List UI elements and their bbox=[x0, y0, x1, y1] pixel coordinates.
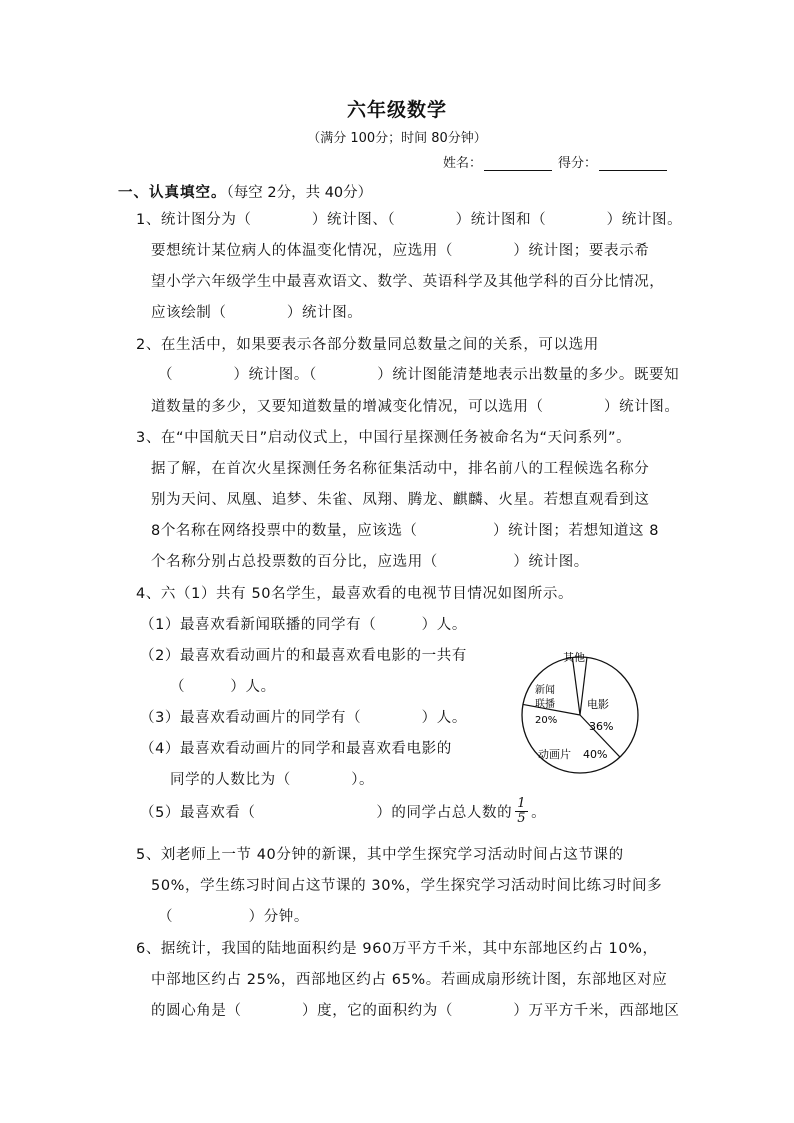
q4-sub-4b: 同学的人数比为（ ）。 bbox=[170, 772, 375, 788]
q1-line-4: 应该绘制（ ）统计图。 bbox=[151, 305, 363, 321]
q2-line-2: （ ）统计图。（ ）统计图能清楚地表示出数量的多少。既要知 bbox=[158, 367, 680, 383]
q3-line-5: 个名称分别占总投票数的百分比，应选用（ ）统计图。 bbox=[151, 554, 589, 570]
score-label: 得分： bbox=[558, 156, 598, 171]
section-title: 一、认真填空。 bbox=[118, 185, 227, 201]
section-note: （每空 2分，共 40分） bbox=[226, 185, 373, 201]
q4-sub-2b: （ ）人。 bbox=[170, 679, 276, 695]
section-heading bbox=[118, 181, 372, 202]
label-news-1: 新闻 bbox=[535, 685, 555, 696]
q2-line-1: 2、在生活中，如果要表示各部分数量同总数量之间的关系，可以选用 bbox=[136, 337, 599, 353]
fraction-denominator: 5 bbox=[517, 811, 527, 826]
label-film: 电影 bbox=[587, 698, 609, 711]
q4-sub-5-end: 。 bbox=[531, 805, 547, 821]
q4-sub-4a: （4）最喜欢看动画片的同学和最喜欢看电影的 bbox=[140, 741, 452, 757]
q1-line-1: 1、统计图分为（ ）统计图、（ ）统计图和（ ）统计图。 bbox=[136, 212, 683, 228]
fraction-numerator: 1 bbox=[517, 796, 527, 811]
q3-line-1: 3、在“中国航天日”启动仪式上，中国行星探测任务被命名为“天问系列”。 bbox=[136, 430, 632, 446]
q4-sub-3: （3）最喜欢看动画片的同学有（ ）人。 bbox=[140, 710, 467, 726]
pie-chart bbox=[505, 640, 655, 790]
q4-sub-2a: （2）最喜欢看动画片的和最喜欢看电影的一共有 bbox=[140, 648, 467, 664]
q3-line-2: 据了解，在首次火星探测任务名称征集活动中，排名前八的工程候选名称分 bbox=[151, 461, 650, 477]
q6-line-3: 的圆心角是（ ）度，它的面积约为（ ）万平方千米，西部地区 bbox=[151, 1003, 680, 1019]
name-score-bar bbox=[443, 152, 673, 171]
q4-sub-5-text: （5）最喜欢看（ ）的同学占总人数的 bbox=[140, 805, 513, 821]
name-label: 姓名： bbox=[443, 156, 483, 171]
q3-line-4: 8个名称在网络投票中的数量，应该选（ ）统计图；若想知道这 8 bbox=[151, 523, 660, 539]
label-cartoon-pct: 40% bbox=[583, 748, 608, 761]
q4-sub-5 bbox=[140, 797, 546, 826]
name-blank[interactable] bbox=[484, 158, 552, 171]
q1-line-2: 要想统计某位病人的体温变化情况，应选用（ ）统计图；要表示希 bbox=[151, 243, 650, 259]
q5-line-2: 50%，学生练习时间占这节课的 30%，学生探究学习活动时间比练习时间多 bbox=[151, 878, 663, 894]
q5-line-3: （ ）分钟。 bbox=[158, 909, 309, 925]
score-blank[interactable] bbox=[599, 158, 667, 171]
page-title: 六年级数学 bbox=[346, 99, 447, 121]
page-subtitle: （满分 100分；时间 80分钟） bbox=[307, 131, 487, 146]
q6-line-1: 6、据统计，我国的陆地面积约是 960万平方千米，其中东部地区约占 10%， bbox=[136, 941, 658, 957]
q5-line-1: 5、刘老师上一节 40分钟的新课，其中学生探究学习活动时间占这节课的 bbox=[136, 847, 624, 863]
fraction bbox=[515, 797, 528, 826]
q4-intro: 4、六（1）共有 50名学生，最喜欢看的电视节目情况如图所示。 bbox=[136, 586, 574, 602]
q4-sub-1: （1）最喜欢看新闻联播的同学有（ ）人。 bbox=[140, 617, 467, 633]
label-other: 其他 bbox=[563, 651, 585, 664]
q3-line-3: 别为天问、凤凰、追梦、朱雀、凤翔、腾龙、麒麟、火星。若想直观看到这 bbox=[151, 492, 650, 508]
q1-line-3: 望小学六年级学生中最喜欢语文、数学、英语科学及其他学科的百分比情况， bbox=[151, 274, 665, 290]
q6-line-2: 中部地区约占 25%，西部地区约占 65%。若画成扇形统计图，东部地区对应 bbox=[151, 972, 668, 988]
label-news-2: 联播 bbox=[535, 699, 555, 710]
q2-line-3: 道数量的多少，又要知道数量的增减变化情况，可以选用（ ）统计图。 bbox=[151, 399, 680, 415]
label-news-pct: 20% bbox=[535, 715, 558, 726]
label-film-pct: 36% bbox=[589, 720, 614, 733]
label-cartoon: 动画片 bbox=[538, 748, 571, 761]
